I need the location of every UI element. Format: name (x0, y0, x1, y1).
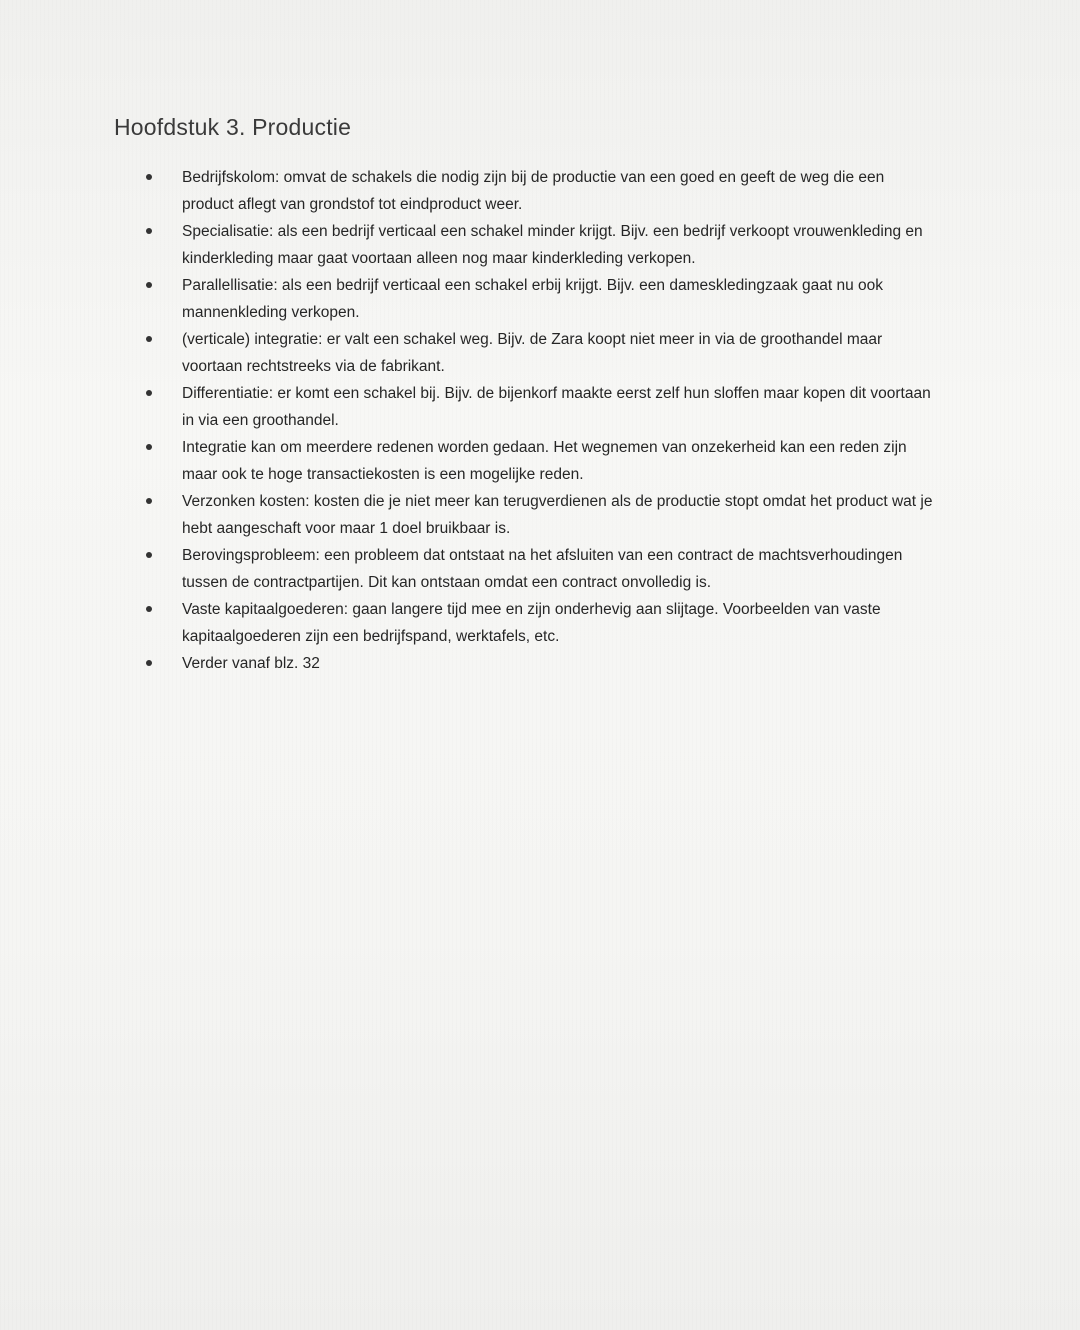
list-item (140, 164, 940, 218)
list-item (140, 272, 940, 326)
bullet-list (140, 164, 940, 677)
list-item-text: Specialisatie: als een bedrijf verticaal een schakel minder krijgt. Bijv. een bedrijf verkoopt vrouwenkleding en kinderkleding maar gaat voortaan alleen nog maar kinderkleding verkopen. (182, 223, 923, 267)
list-item-text: Bedrijfskolom: omvat de schakels die nodig zijn bij de productie van een goed en geeft de weg die een product aflegt van grondstof tot eindproduct weer. (182, 169, 885, 213)
bullet-icon (146, 282, 152, 288)
list-item (140, 434, 940, 488)
list-item-text: Verder vanaf blz. 32 (182, 655, 320, 672)
list-item (140, 596, 940, 650)
list-item-text: Differentiatie: er komt een schakel bij. Bijv. de bijenkorf maakte eerst zelf hun sloffen maar kopen dit voortaan in via een groothandel. (182, 385, 931, 429)
list-item-text: Berovingsprobleem: een probleem dat ontstaat na het afsluiten van een contract de machtsverhoudingen tussen de contractpartijen. Dit kan ontstaan omdat een contract onvolledig is. (182, 547, 903, 591)
list-item-text: Parallellisatie: als een bedrijf verticaal een schakel erbij krijgt. Bijv. een dameskledingzaak gaat nu ook mannenkleding verkopen. (182, 277, 884, 321)
bullet-icon (146, 552, 152, 558)
bullet-icon (146, 390, 152, 396)
bullet-icon (146, 228, 152, 234)
list-item-text: Integratie kan om meerdere redenen worden gedaan. Het wegnemen van onzekerheid kan een reden zijn maar ook te hoge transactiekosten is een mogelijke reden. (182, 439, 907, 483)
list-item (140, 218, 940, 272)
page-title: Hoofdstuk 3. Productie (114, 114, 352, 140)
bullet-icon (146, 660, 152, 666)
list-item (140, 650, 940, 677)
list-item (140, 326, 940, 380)
list-item (140, 542, 940, 596)
list-item-text: Vaste kapitaalgoederen: gaan langere tijd mee en zijn onderhevig aan slijtage. Voorbeelden van vaste kapitaalgoederen zijn een bedrijfspand, werktafels, etc. (182, 601, 881, 645)
bullet-icon (146, 444, 152, 450)
bullet-icon (146, 336, 152, 342)
bullet-icon (146, 606, 152, 612)
bullet-icon (146, 174, 152, 180)
list-item (140, 380, 940, 434)
bullet-icon (146, 498, 152, 504)
list-item (140, 488, 940, 542)
list-item-text: Verzonken kosten: kosten die je niet meer kan terugverdienen als de productie stopt omdat het product wat je hebt aangeschaft voor maar 1 doel bruikbaar is. (182, 493, 933, 537)
list-item-text: (verticale) integratie: er valt een schakel weg. Bijv. de Zara koopt niet meer in via de groothandel maar voortaan rechtstreeks via de fabrikant. (182, 331, 883, 375)
